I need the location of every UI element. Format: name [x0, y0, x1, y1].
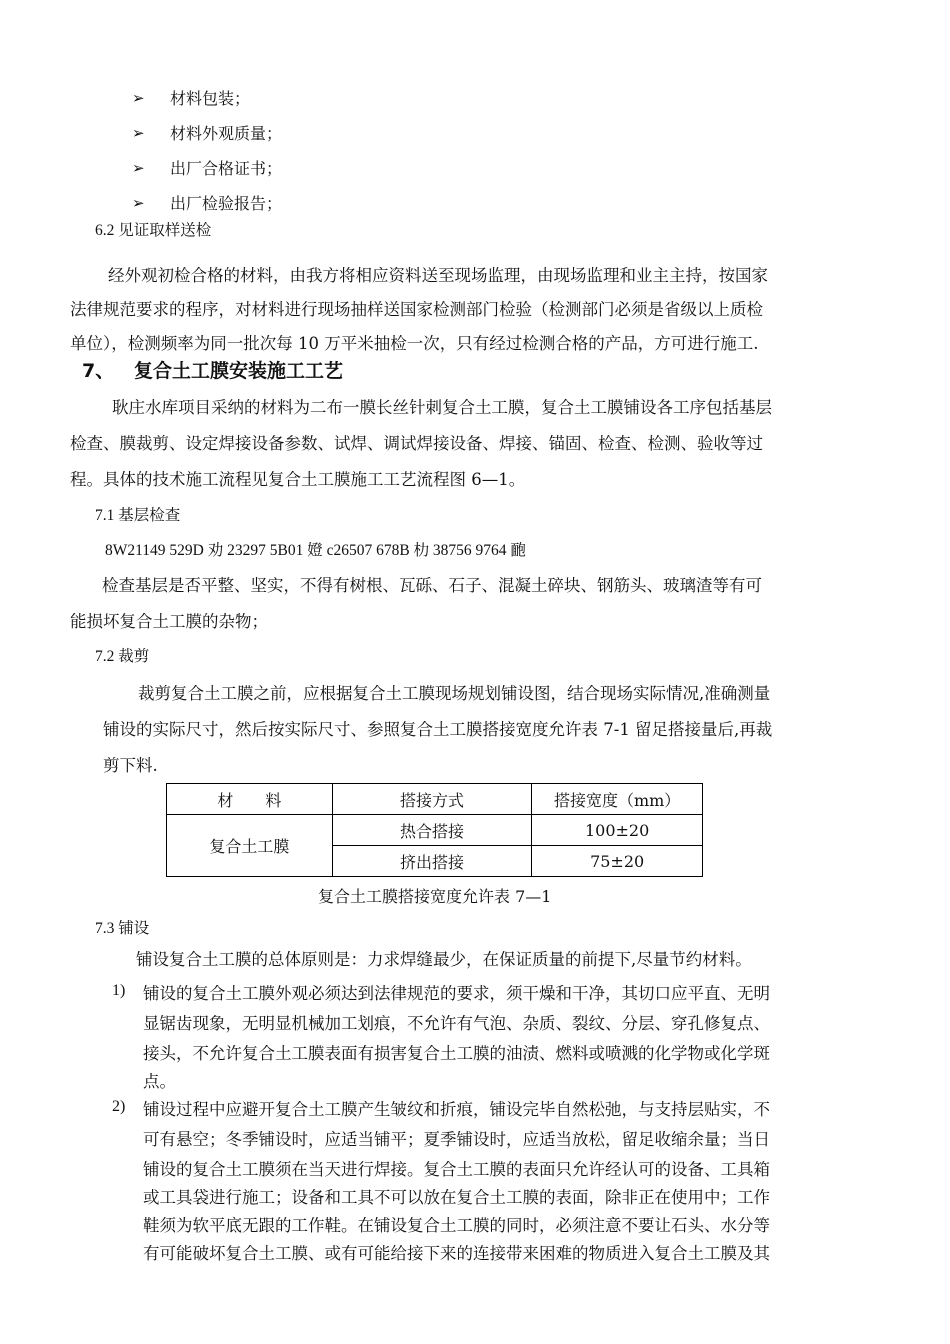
section-title-text: 复合土工膜安装施工工艺	[134, 360, 344, 382]
paragraph-line: 显锯齿现象，无明显机械加工划痕，不允许有气泡、杂质、裂纹、分层、穿孔修复点、	[143, 1014, 770, 1033]
paragraph-line: 点。	[143, 1072, 176, 1091]
section-heading: 6.2 见证取样送检	[95, 222, 212, 239]
paragraph-line: 铺设复合土工膜的总体原则是：力求焊缝最少，在保证质量的前提下,尽量节约材料。	[136, 950, 752, 969]
arrow-bullet-icon: ➢	[132, 88, 145, 107]
list-number: 2)	[112, 1098, 126, 1115]
section-heading: 7.3 铺设	[95, 920, 150, 937]
paragraph-line: 耿庄水库项目采纳的材料为二布一膜长丝针刺复合土工膜，复合土工膜铺设各工序包括基层	[112, 398, 772, 417]
paragraph-line: 裁剪复合土工膜之前，应根据复合土工膜现场规划铺设图，结合现场实际情况,准确测量	[138, 684, 771, 703]
paragraph-line: 有可能破坏复合土工膜、或有可能给接下来的连接带来困难的物质进入复合土工膜及其	[143, 1244, 770, 1263]
table-header-cell: 材 料	[167, 784, 333, 815]
section-heading: 7.1 基层检查	[95, 507, 181, 524]
paragraph-line: 能损坏复合土工膜的杂物；	[70, 612, 268, 631]
paragraph-line: 或工具袋进行施工；设备和工具不可以放在复合土工膜的表面，除非正在使用中；工作	[143, 1188, 770, 1207]
section-title	[82, 356, 343, 383]
paragraph-line: 鞋须为软平底无跟的工作鞋。在铺设复合土工膜的同时，必须注意不要让石头、水分等	[143, 1216, 770, 1235]
table-row	[167, 815, 703, 846]
section-number: 7、	[82, 360, 115, 382]
table-cell: 热合搭接	[332, 815, 532, 846]
arrow-bullet-icon: ➢	[132, 158, 145, 177]
arrow-bullet-icon: ➢	[132, 193, 145, 212]
list-item: ➢ 材料外观质量；	[132, 123, 283, 143]
paragraph-line: 可有悬空；冬季铺设时，应适当铺平；夏季铺设时，应适当放松，留足收缩余量；当日	[143, 1130, 770, 1149]
paragraph-line: 铺设的复合土工膜外观必须达到法律规范的要求，须干燥和干净，其切口应平直、无明	[143, 984, 770, 1003]
paragraph-line: 铺设的复合土工膜须在当天进行焊接。复合土工膜的表面只允许经认可的设备、工具箱	[143, 1160, 770, 1179]
list-item: ➢ 材料包装；	[132, 88, 251, 108]
code-line: 8W21149 529D 劝 23297 5B01 嬁 c26507 678B 朸 38756 9764 靤	[105, 542, 526, 559]
section-heading: 7.2 裁剪	[95, 648, 150, 665]
table-cell-material: 复合土工膜	[167, 815, 333, 877]
paragraph-line: 单位），检测频率为同一批次每 10 万平米抽检一次，只有经过检测合格的产品，方可进行施工.	[70, 334, 759, 353]
arrow-bullet-icon: ➢	[132, 123, 145, 142]
table-header-row	[167, 784, 703, 815]
paragraph-line: 法律规范要求的程序，对材料进行现场抽样送国家检测部门检验（检测部门必须是省级以上质检	[70, 300, 763, 319]
paragraph-line: 剪下料.	[103, 756, 158, 775]
list-item: ➢ 出厂合格证书；	[132, 158, 283, 178]
table-header-cell: 搭接方式	[332, 784, 532, 815]
paragraph-line: 铺设的实际尺寸，然后按实际尺寸、参照复合土工膜搭接宽度允许表 7-1 留足搭接量后,再裁	[103, 720, 773, 739]
table-cell: 100±20	[532, 815, 703, 846]
paragraph-line: 检查、膜裁剪、设定焊接设备参数、试焊、调试焊接设备、焊接、锚固、检查、检测、验收等过	[70, 434, 763, 453]
paragraph-line: 检查基层是否平整、坚实，不得有树根、瓦砾、石子、混凝土碎块、钢筋头、玻璃渣等有可	[102, 576, 762, 595]
paragraph-line: 程。具体的技术施工流程见复合土工膜施工工艺流程图 6—1。	[70, 470, 526, 489]
overlap-width-table	[166, 783, 703, 877]
table-header-cell: 搭接宽度（mm）	[532, 784, 703, 815]
paragraph-line: 接头，不允许复合土工膜表面有损害复合土工膜的油渍、燃料或喷溅的化学物或化学斑	[143, 1044, 770, 1063]
table-caption: 复合土工膜搭接宽度允许表 7—1	[318, 887, 552, 906]
table-cell: 75±20	[532, 846, 703, 877]
paragraph-line: 铺设过程中应避开复合土工膜产生皱纹和折痕，铺设完毕自然松弛，与支持层贴实，不	[143, 1100, 770, 1119]
list-item: ➢ 出厂检验报告；	[132, 193, 283, 213]
paragraph-line: 经外观初检合格的材料，由我方将相应资料送至现场监理，由现场监理和业主主持，按国家	[108, 266, 768, 285]
table-cell: 挤出搭接	[332, 846, 532, 877]
list-number: 1)	[112, 982, 126, 999]
